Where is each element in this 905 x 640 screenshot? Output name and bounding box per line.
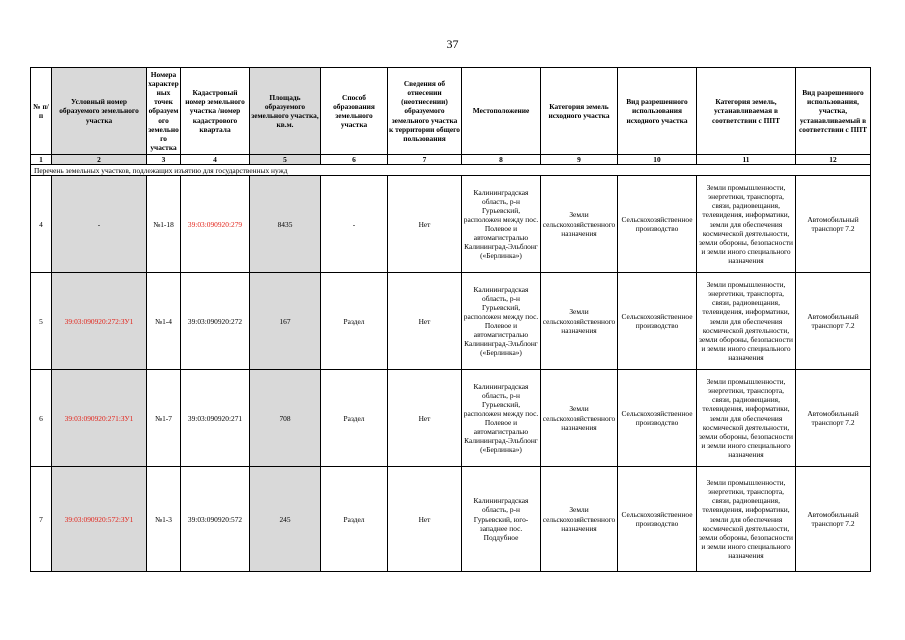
header-points: Номера характерных точек образуемого земельного участка	[147, 68, 181, 155]
area: 8435	[250, 176, 321, 273]
row-number: 7	[31, 467, 52, 572]
section-row	[31, 165, 871, 176]
land-category: Земли сельскохозяйственного назначения	[541, 176, 618, 273]
header-row	[31, 68, 871, 155]
page-number: 37	[446, 37, 459, 51]
use-type: Сельскохозяйственное производство	[618, 370, 697, 467]
area: 245	[250, 467, 321, 572]
header-public-use: Сведения об отнесении (неотнесении) образуемого земельного участка к территории общего пользования	[388, 68, 462, 155]
new-use: Автомобильный транспорт 7.2	[796, 370, 871, 467]
table-row	[31, 176, 871, 273]
column-number: 12	[796, 155, 871, 165]
location: Калининградская область, р-н Гурьевский, юго-западнее пос. Поддубное	[462, 467, 541, 572]
area: 708	[250, 370, 321, 467]
column-number: 4	[181, 155, 250, 165]
formation-method: -	[321, 176, 388, 273]
header-land-category: Категория земель исходного участка	[541, 68, 618, 155]
public-use: Нет	[388, 467, 462, 572]
conditional-number: -	[52, 176, 147, 273]
area: 167	[250, 273, 321, 370]
new-category: Земли промышленности, энергетики, транспорта, связи, радиовещания, телевидения, информатики, земли для обеспечения космической деятельности, земли обороны, безопасности и земли иного специального назначения	[697, 176, 796, 273]
public-use: Нет	[388, 176, 462, 273]
column-number: 5	[250, 155, 321, 165]
points: №1-18	[147, 176, 181, 273]
header-conditional-number: Условный номер образуемого земельного участка	[52, 68, 147, 155]
header-method: Способ образования земельного участка	[321, 68, 388, 155]
location: Калининградская область, р-н Гурьевский, расположен между пос. Полевое и автомагистралью Калининград-Эльблонг («Берлинка»)	[462, 273, 541, 370]
use-type: Сельскохозяйственное производство	[618, 273, 697, 370]
column-number: 1	[31, 155, 52, 165]
points: №1-4	[147, 273, 181, 370]
new-category: Земли промышленности, энергетики, транспорта, связи, радиовещания, телевидения, информатики, земли для обеспечения космической деятельности, земли обороны, безопасности и земли иного специального назначения	[697, 370, 796, 467]
row-number: 6	[31, 370, 52, 467]
land-category: Земли сельскохозяйственного назначения	[541, 467, 618, 572]
use-type: Сельскохозяйственное производство	[618, 176, 697, 273]
location: Калининградская область, р-н Гурьевский, расположен между пос. Полевое и автомагистралью Калининград-Эльблонг («Берлинка»)	[462, 176, 541, 273]
header-new-category: Категория земель, устанавливаемая в соответствии с ППТ	[697, 68, 796, 155]
new-use: Автомобильный транспорт 7.2	[796, 176, 871, 273]
column-number: 10	[618, 155, 697, 165]
header-area: Площадь образуемого земельного участка, кв.м.	[250, 68, 321, 155]
header-cadastral: Кадастровый номер земельного участка /номер кадастрового квартала	[181, 68, 250, 155]
use-type: Сельскохозяйственное производство	[618, 467, 697, 572]
new-use: Автомобильный транспорт 7.2	[796, 273, 871, 370]
new-use: Автомобильный транспорт 7.2	[796, 467, 871, 572]
column-number: 11	[697, 155, 796, 165]
column-number: 7	[388, 155, 462, 165]
cadastral-number: 39:03:090920:271	[181, 370, 250, 467]
location: Калининградская область, р-н Гурьевский, расположен между пос. Полевое и автомагистралью Калининград-Эльблонг («Берлинка»)	[462, 370, 541, 467]
public-use: Нет	[388, 370, 462, 467]
row-number: 4	[31, 176, 52, 273]
land-category: Земли сельскохозяйственного назначения	[541, 273, 618, 370]
header-use-type: Вид разрешенного использования исходного участка	[618, 68, 697, 155]
row-number: 5	[31, 273, 52, 370]
points: №1-7	[147, 370, 181, 467]
new-category: Земли промышленности, энергетики, транспорта, связи, радиовещания, телевидения, информатики, земли для обеспечения космической деятельности, земли обороны, безопасности и земли иного специального назначения	[697, 467, 796, 572]
cadastral-number: 39:03:090920:279	[181, 176, 250, 273]
table-row	[31, 370, 871, 467]
new-category: Земли промышленности, энергетики, транспорта, связи, радиовещания, телевидения, информатики, земли для обеспечения космической деятельности, земли обороны, безопасности и земли иного специального назначения	[697, 273, 796, 370]
header-num: № п/п	[31, 68, 52, 155]
section-title: Перечень земельных участков, подлежащих изъятию для государственных нужд	[31, 165, 871, 176]
table-row	[31, 467, 871, 572]
public-use: Нет	[388, 273, 462, 370]
column-number: 8	[462, 155, 541, 165]
column-number-row	[31, 155, 871, 165]
points: №1-3	[147, 467, 181, 572]
conditional-number: 39:03:090920:272:ЗУ1	[52, 273, 147, 370]
column-number: 9	[541, 155, 618, 165]
header-new-use: Вид разрешенного использования, участка, устанавливаемый в соответствии с ППТ	[796, 68, 871, 155]
formation-method: Раздел	[321, 273, 388, 370]
header-location: Местоположение	[462, 68, 541, 155]
formation-method: Раздел	[321, 370, 388, 467]
column-number: 3	[147, 155, 181, 165]
land-category: Земли сельскохозяйственного назначения	[541, 370, 618, 467]
column-number: 6	[321, 155, 388, 165]
table-row	[31, 273, 871, 370]
conditional-number: 39:03:090920:271:ЗУ1	[52, 370, 147, 467]
cadastral-number: 39:03:090920:272	[181, 273, 250, 370]
land-plots-table	[30, 67, 871, 572]
formation-method: Раздел	[321, 467, 388, 572]
conditional-number: 39:03:090920:572:ЗУ1	[52, 467, 147, 572]
column-number: 2	[52, 155, 147, 165]
cadastral-number: 39:03:090920:572	[181, 467, 250, 572]
